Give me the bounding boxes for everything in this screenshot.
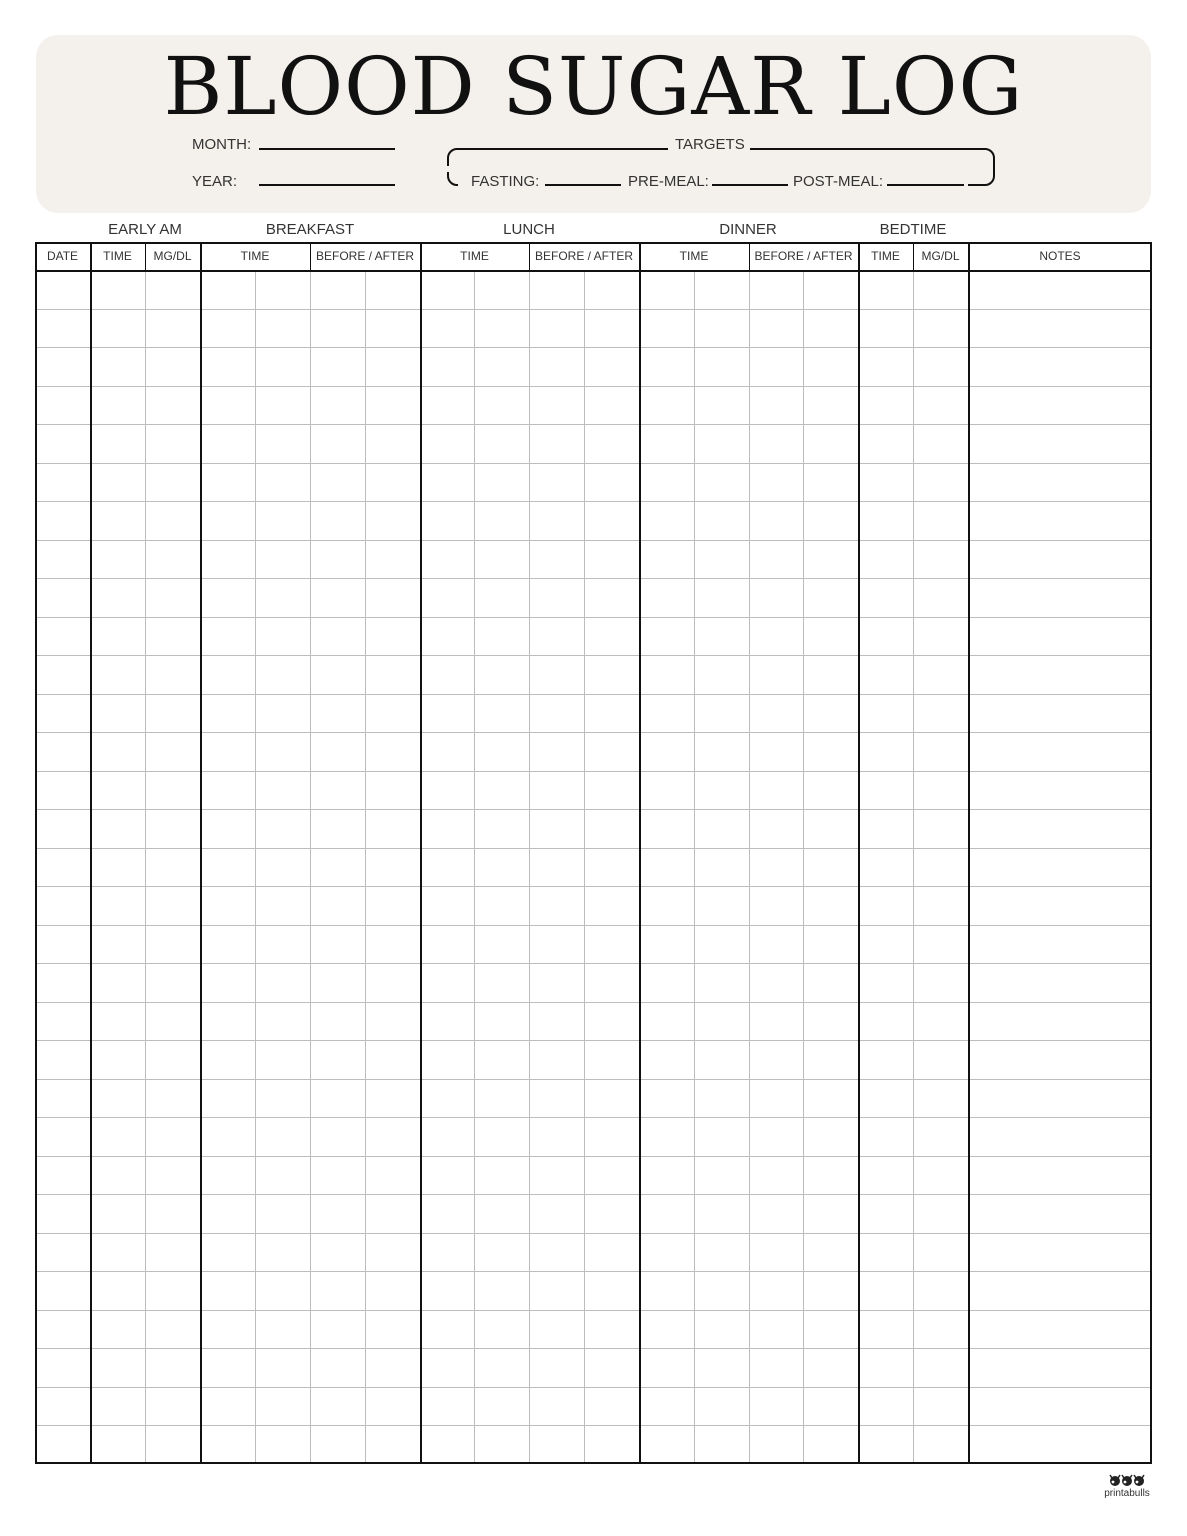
row-line <box>35 1348 1152 1349</box>
column-line <box>913 242 914 270</box>
row-line <box>35 655 1152 656</box>
column-header-early-time: TIME <box>103 249 132 263</box>
column-line <box>310 242 311 270</box>
row-line <box>35 501 1152 502</box>
column-line <box>803 270 804 1464</box>
column-header-date: DATE <box>46 249 79 263</box>
row-line <box>35 1040 1152 1041</box>
table-border <box>35 270 1152 272</box>
row-line <box>35 925 1152 926</box>
page-title: BLOOD SUGAR LOG <box>163 40 1024 133</box>
bulls-logo-icon <box>1107 1472 1147 1488</box>
row-line <box>35 386 1152 387</box>
column-header-breakfast-time: TIME <box>240 249 270 263</box>
column-line <box>529 242 530 270</box>
column-header-notes: NOTES <box>1039 249 1081 263</box>
column-header-breakfast-before-after: BEFORE / AFTER <box>315 249 414 263</box>
section-divider <box>35 242 37 1464</box>
column-line <box>145 242 146 270</box>
brand-logo <box>1098 1472 1156 1504</box>
group-bedtime: BEDTIME <box>879 221 947 238</box>
post-meal-label: POST-MEAL: <box>793 173 884 190</box>
section-divider <box>1150 242 1152 1464</box>
row-line <box>35 540 1152 541</box>
column-line <box>694 270 695 1464</box>
row-line <box>35 848 1152 849</box>
row-line <box>35 309 1152 310</box>
row-line <box>35 1156 1152 1157</box>
group-lunch: LUNCH <box>503 221 555 238</box>
row-line <box>35 347 1152 348</box>
row-line <box>35 617 1152 618</box>
year-field[interactable] <box>259 184 395 186</box>
column-line <box>474 270 475 1464</box>
column-line <box>310 270 311 1464</box>
row-line <box>35 694 1152 695</box>
section-divider <box>420 242 422 1464</box>
row-line <box>35 1387 1152 1388</box>
row-line <box>35 1194 1152 1195</box>
row-line <box>35 809 1152 810</box>
month-label: MONTH: <box>192 136 252 153</box>
column-line <box>365 270 366 1464</box>
section-divider <box>968 242 970 1464</box>
column-line <box>145 270 146 1464</box>
targets-label: TARGETS <box>675 136 745 153</box>
row-line <box>35 886 1152 887</box>
section-divider <box>90 242 92 1464</box>
row-line <box>35 1425 1152 1426</box>
column-header-dinner-time: TIME <box>679 249 709 263</box>
row-line <box>35 424 1152 425</box>
table-border <box>35 1462 1152 1464</box>
column-line <box>749 270 750 1464</box>
row-line <box>35 463 1152 464</box>
row-line <box>35 771 1152 772</box>
column-line <box>913 270 914 1464</box>
row-line <box>35 1002 1152 1003</box>
month-field[interactable] <box>259 148 395 150</box>
section-divider <box>858 242 860 1464</box>
row-line <box>35 963 1152 964</box>
section-divider <box>639 242 641 1464</box>
row-line <box>35 1233 1152 1234</box>
column-header-early-mgdl: MG/DL <box>153 249 192 263</box>
row-line <box>35 732 1152 733</box>
post-meal-field[interactable] <box>887 184 964 186</box>
column-line <box>584 270 585 1464</box>
fasting-field[interactable] <box>545 184 621 186</box>
fasting-label: FASTING: <box>471 173 540 190</box>
year-label: YEAR: <box>192 173 238 190</box>
column-line <box>255 270 256 1464</box>
row-line <box>35 1310 1152 1311</box>
column-header-bedtime-time: TIME <box>871 249 900 263</box>
row-line <box>35 578 1152 579</box>
column-header-lunch-before-after: BEFORE / AFTER <box>534 249 633 263</box>
column-header-bedtime-mgdl: MG/DL <box>921 249 960 263</box>
pre-meal-label: PRE-MEAL: <box>628 173 709 190</box>
column-line <box>749 242 750 270</box>
log-table <box>35 242 1152 1464</box>
group-dinner: DINNER <box>719 221 777 238</box>
column-header-dinner-before-after: BEFORE / AFTER <box>754 249 853 263</box>
column-line <box>529 270 530 1464</box>
brand-name: printabulls <box>1104 1488 1150 1499</box>
row-line <box>35 1079 1152 1080</box>
column-header-lunch-time: TIME <box>460 249 489 263</box>
pre-meal-field[interactable] <box>712 184 788 186</box>
table-border <box>35 242 1152 244</box>
row-line <box>35 1271 1152 1272</box>
group-breakfast: BREAKFAST <box>265 221 355 238</box>
group-early-am: EARLY AM <box>108 221 182 238</box>
row-line <box>35 1117 1152 1118</box>
section-divider <box>200 242 202 1464</box>
